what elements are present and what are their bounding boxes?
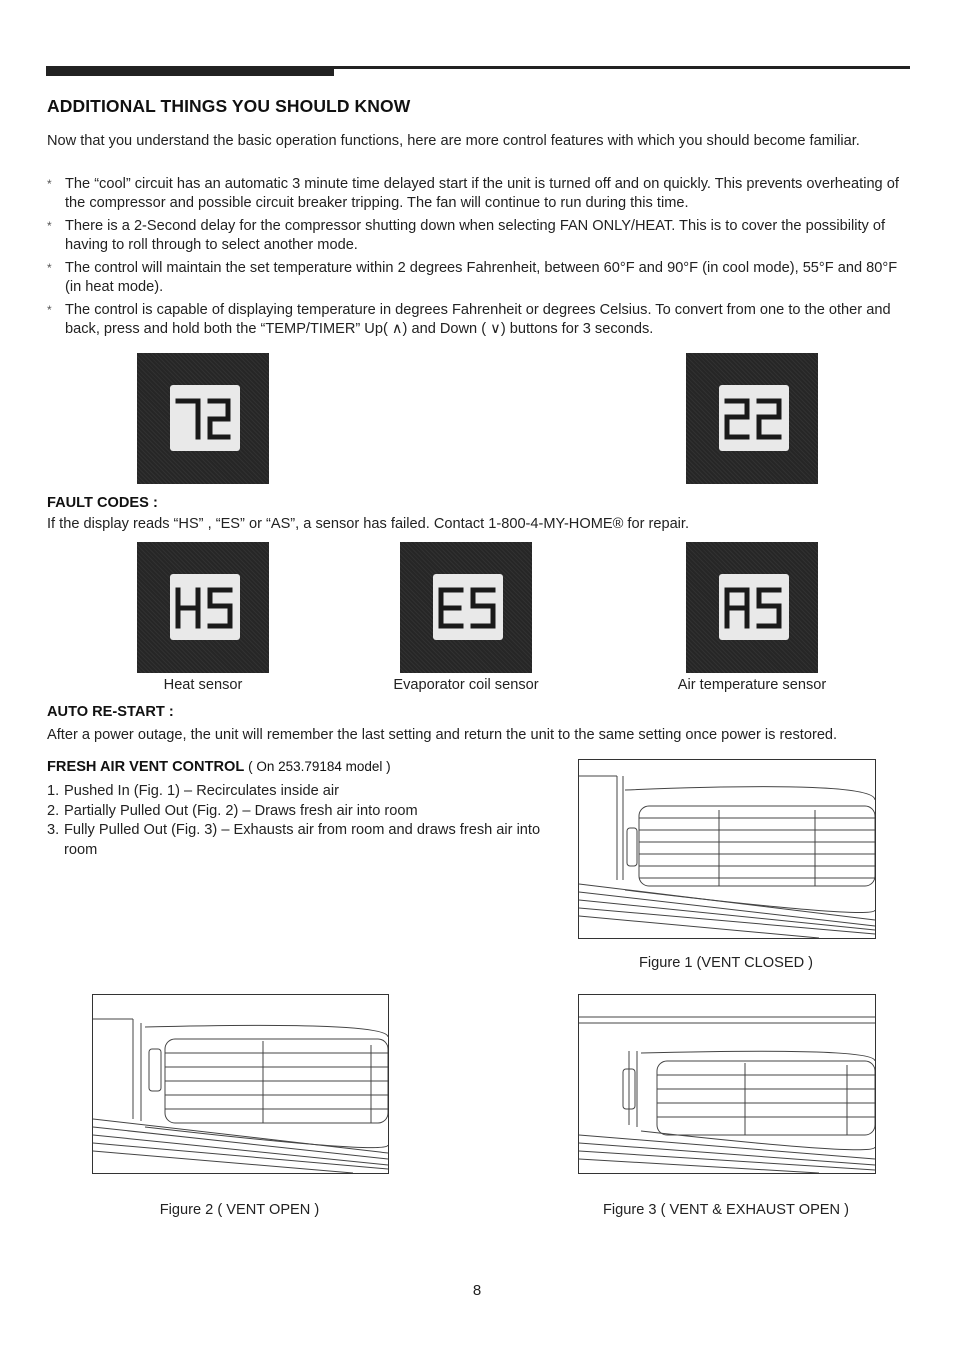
list-item: * The control will maintain the set temperature within 2 degrees Fahrenheit, between 60°F and 90°F (in cool mode), 55°F and 80°F (in heat mode).: [47, 260, 898, 295]
caption-evaporator-sensor: Evaporator coil sensor: [393, 677, 539, 693]
seven-segment-digits: [170, 385, 240, 451]
caption-air-sensor: Air temperature sensor: [677, 677, 827, 693]
bullet-marker: *: [47, 177, 52, 191]
bullet-marker: *: [47, 219, 52, 233]
lcd-readout: [433, 574, 503, 640]
auto-restart-title: AUTO RE-START :: [47, 704, 174, 720]
seven-segment-digits: [433, 574, 503, 640]
lcd-readout: [170, 385, 240, 451]
list-item: * There is a 2-Second delay for the compressor shutting down when selecting FAN ONLY/HEAT. This is to cover the possibility of having to roll through to select another mode.: [47, 218, 886, 253]
seven-segment-digits: [719, 385, 789, 451]
fresh-air-steps: [47, 782, 557, 860]
lcd-readout: [719, 574, 789, 640]
figure-vent-open: [92, 994, 389, 1174]
figure-vent-closed: [578, 759, 876, 939]
display-celsius: [686, 353, 818, 484]
figure-3-caption: Figure 3 ( VENT & EXHAUST OPEN ): [603, 1202, 849, 1218]
fault-codes-text: If the display reads “HS” , “ES” or “AS”, a sensor has failed. Contact 1-800-4-MY-HOME® for repair.: [47, 516, 690, 532]
display-evaporator-sensor: [400, 542, 532, 673]
vent-closed-illustration: [579, 760, 875, 938]
lcd-readout: [719, 385, 789, 451]
seven-segment-digits: [719, 574, 789, 640]
page-number: 8: [472, 1282, 482, 1299]
display-heat-sensor: [137, 542, 269, 673]
header-rule-thick: [46, 66, 334, 76]
list-item: 3. Fully Pulled Out (Fig. 3) – Exhausts air from room and draws fresh air into room: [47, 822, 541, 858]
list-item: * The “cool” circuit has an automatic 3 minute time delayed start if the unit is turned off and on quickly. This prevents overheating of the compressor and possible circuit breaker tripping. The fan will continue to run during this time.: [47, 176, 899, 211]
model-note: ( On 253.79184 model ): [248, 759, 391, 774]
bullet-marker: *: [47, 303, 52, 317]
list-item: 1. Pushed In (Fig. 1) – Recirculates inside air: [47, 783, 339, 799]
display-fahrenheit: [137, 353, 269, 484]
seven-segment-digits: [170, 574, 240, 640]
header-rule-thin: [334, 66, 910, 69]
lcd-readout: [170, 574, 240, 640]
intro-paragraph: Now that you understand the basic operation functions, here are more control features with which you should become familiar.: [47, 133, 860, 149]
figure-1-caption: Figure 1 (VENT CLOSED ): [638, 955, 814, 971]
section-heading: ADDITIONAL THINGS YOU SHOULD KNOW: [47, 96, 411, 116]
figure-vent-exhaust-open: [578, 994, 876, 1174]
caption-heat-sensor: Heat sensor: [163, 677, 243, 693]
figure-2-caption: Figure 2 ( VENT OPEN ): [159, 1202, 320, 1218]
vent-open-illustration: [93, 995, 388, 1173]
auto-restart-text: After a power outage, the unit will remember the last setting and return the unit to the same setting once power is restored.: [47, 727, 838, 743]
bullet-marker: *: [47, 261, 52, 275]
vent-exhaust-open-illustration: [579, 995, 875, 1173]
fresh-air-title: FRESH AIR VENT CONTROL ( On 253.79184 model ): [47, 759, 391, 775]
feature-bullet-list: [47, 175, 909, 343]
fault-codes-title: FAULT CODES :: [47, 495, 158, 511]
list-item: * The control is capable of displaying temperature in degrees Fahrenheit or degrees Celsius. To convert from one to the other and back, press and hold both the “TEMP/TIMER” Up( ∧) and Down ( ∨) buttons for 3 seconds.: [47, 302, 891, 337]
display-air-sensor: [686, 542, 818, 673]
list-item: 2. Partially Pulled Out (Fig. 2) – Draws fresh air into room: [47, 802, 418, 819]
